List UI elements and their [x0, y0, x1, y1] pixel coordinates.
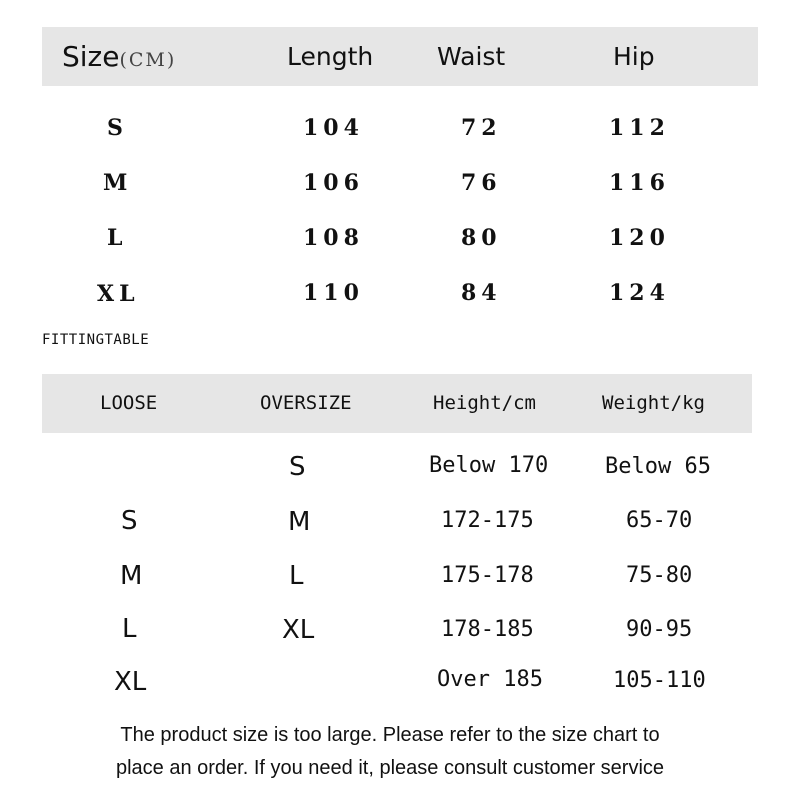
oversize-cell: M	[288, 507, 311, 537]
hip-cell: 124	[609, 280, 670, 306]
waist-header: Waist	[437, 42, 506, 71]
hip-cell: 120	[609, 225, 670, 251]
height-cell: 172-175	[441, 508, 534, 533]
size-cell: M	[103, 170, 133, 196]
hip-header: Hip	[613, 42, 655, 71]
size-header-label: Size	[62, 40, 120, 73]
waist-cell: 80	[461, 225, 502, 251]
weight-header: Weight/kg	[602, 392, 705, 414]
loose-header: LOOSE	[100, 392, 158, 414]
loose-cell: L	[122, 614, 137, 644]
length-cell: 106	[303, 170, 364, 196]
weight-cell: 65-70	[626, 508, 693, 533]
waist-cell: 72	[461, 115, 502, 141]
fitting-table-label: FITTINGTABLE	[42, 332, 150, 348]
height-header: Height/cm	[433, 392, 536, 414]
length-cell: 104	[303, 115, 364, 141]
weight-cell: 90-95	[626, 617, 693, 642]
height-cell: Over 185	[437, 667, 543, 692]
length-cell: 108	[303, 225, 364, 251]
weight-cell: 105-110	[613, 668, 706, 693]
size-cell: XL	[97, 281, 140, 307]
note-line-1: The product size is too large. Please refer to the size chart to	[120, 724, 660, 746]
length-header: Length	[287, 42, 374, 71]
oversize-cell: S	[289, 452, 306, 482]
hip-cell: 116	[609, 170, 670, 196]
length-cell: 110	[303, 280, 364, 306]
height-cell: Below 170	[429, 453, 549, 478]
loose-cell: S	[121, 506, 138, 536]
size-header-unit: (CM)	[119, 49, 177, 71]
oversize-cell: XL	[282, 615, 315, 645]
loose-cell: M	[120, 561, 143, 591]
height-cell: 175-178	[441, 563, 534, 588]
oversize-header: OVERSIZE	[260, 392, 352, 414]
size-cell: L	[107, 225, 128, 251]
hip-cell: 112	[609, 115, 670, 141]
size-cell: S	[107, 115, 128, 141]
weight-cell: 75-80	[626, 563, 693, 588]
size-header	[62, 40, 176, 73]
waist-cell: 76	[461, 170, 502, 196]
loose-cell: XL	[114, 667, 147, 697]
waist-cell: 84	[461, 280, 502, 306]
height-cell: 178-185	[441, 617, 534, 642]
oversize-cell: L	[289, 561, 304, 591]
note-line-2: place an order. If you need it, please consult customer service	[115, 757, 665, 779]
weight-cell: Below 65	[605, 454, 711, 479]
